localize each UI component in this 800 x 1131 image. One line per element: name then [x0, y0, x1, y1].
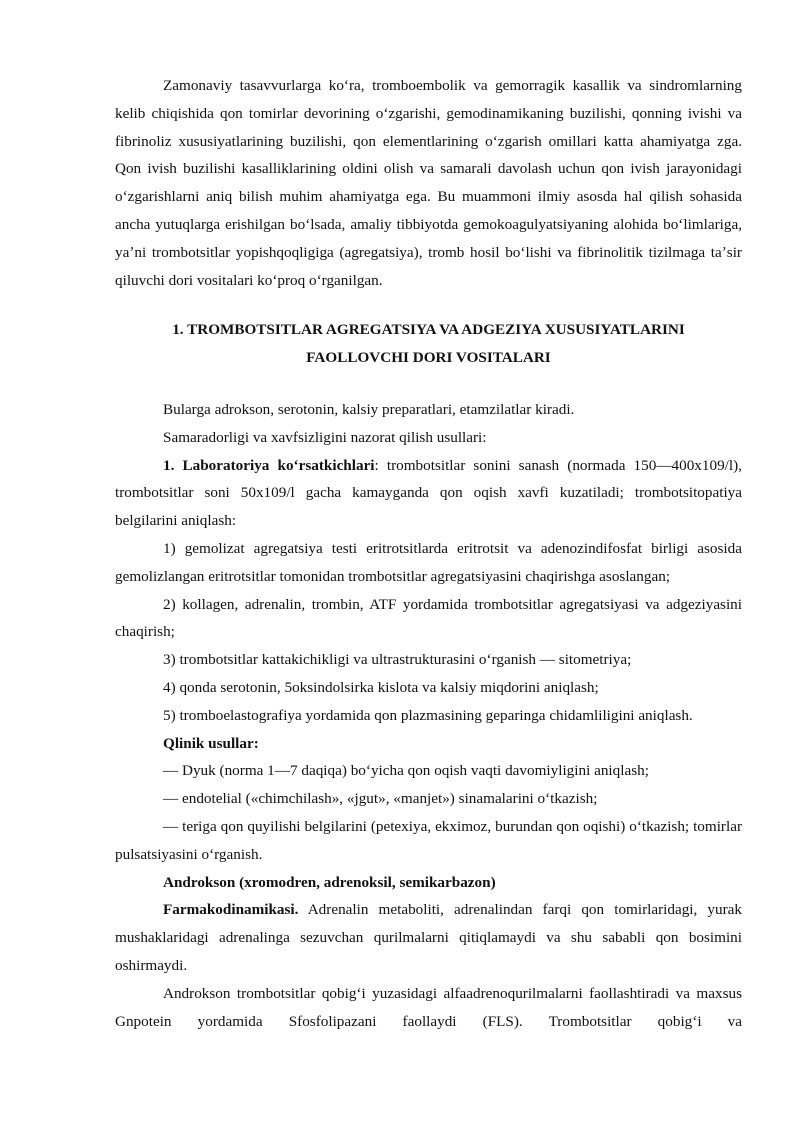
paragraph-drugs: Bularga adrokson, serotonin, kalsiy preparatlari, etamzilatlar kiradi. — [163, 400, 575, 418]
pharmacodynamics-label: Farmakodinamikasi. — [163, 901, 299, 919]
lab-item-5: 5) tromboelastografiya yordamida qon plazmasining geparinga chidamliligini aniqlash. — [163, 706, 693, 724]
pharmacodynamics-text: Adrenalin metaboliti, adrenalindan farqi qon tomirlaridagi, yurak mushaklaridagi adrenalinga sezuvchan qurilmalarni qitiqlamaydi va shu sababli qon bosimini oshirmaydi. — [115, 901, 742, 974]
androkson-paragraph: Androkson trombotsitlar qobigʻi yuzasidagi alfaadrenoqurilmalarni faollashtiradi va maxsus Gnpotein yordamida Sfosfolipazani faollaydi (FLS). Trombotsitlar qobigʻi va — [115, 984, 742, 1030]
lab-item-3: 3) trombotsitlar kattakichikligi va ultrastrukturasini oʻrganish — sitometriya; — [163, 651, 632, 669]
lab-label: 1. Laboratoriya koʻrsatkichlari — [163, 456, 375, 474]
clinical-item-2: — endotelial («chimchilash», «jgut», «manjet») sinamalarini oʻtkazish; — [163, 790, 598, 808]
lab-item-4: 4) qonda serotonin, 5oksindolsirka kislota va kalsiy miqdorini aniqlash; — [163, 678, 599, 696]
clinical-item-1: — Dyuk (norma 1—7 daqiqa) boʻyicha qon oqish vaqti davomiyligini aniqlash; — [163, 762, 649, 780]
intro-paragraph: Zamonaviy tasavvurlarga koʻra, tromboembolik va gemorragik kasallik va sindromlarning kelib chiqishida qon tomirlar devorining oʻzgarishi, gemodinamikaning buzilishi, qonning ivishi va fibrinoliz xususiyatlarining buzilishi, qon elementlarining oʻzgarish omillari katta ahamiyatga zga. Qon ivish buzilishi kasalliklarining oldini olish va samarali davolash uchun qon ivish jarayonidagi oʻzgarishlarni aniq bilish muhim ahamiyatga ega. Bu muammoni ilmiy asosda hal qilish sohasida ancha yutuqlarga erishilgan boʻlsada, amaliy tibbiyotda gemokoagulyatsiyaning alohida boʻlimlariga, yaʼni trombotsitlar yopishqoqligiga (agregatsiya), tromb hosil boʻlishi va fibrinolitik tizilmaga taʼsir qiluvchi dori vositalari koʻproq oʻrganilgan. — [115, 77, 742, 289]
lab-paragraph — [115, 452, 742, 535]
drug-title: Androkson (xromodren, adrenoksil, semikarbazon) — [163, 873, 496, 891]
paragraph-methods: Samaradorligi va xavfsizligini nazorat qilish usullari: — [163, 428, 487, 446]
section-heading-line1: 1. TROMBOTSITLAR AGREGATSIYA VA ADGEZIYA XUSUSIYATLARINI — [172, 321, 685, 339]
clinical-methods-label: Qlinik usullar: — [163, 734, 259, 752]
pharmacodynamics-paragraph — [115, 896, 742, 979]
section-heading-line2: FAOLLOVCHI DORI VOSITALARI — [306, 349, 551, 367]
section-heading — [115, 316, 742, 372]
lab-item-2: 2) kollagen, adrenalin, trombin, ATF yordamida trombotsitlar agregatsiyasi va adgeziyasini chaqirish; — [115, 595, 742, 641]
clinical-item-3: — teriga qon quyilishi belgilarini (petexiya, ekximoz, burundan qon oqishi) oʻtkazish; tomirlar pulsatsiyasini oʻrganish. — [115, 817, 742, 863]
lab-text: : trombotsitlar sonini sanash (normada 150—400x109/l), trombotsitlar soni 50x109/l gacha kamayganda qon oqish xavfi kuzatiladi; trombotsitopatiya belgilarini aniqlash: — [115, 456, 742, 530]
lab-item-1: 1) gemolizat agregatsiya testi eritrotsitlarda eritrotsit va adenozindifosfat birligi asosida gemolizlangan eritrotsitlar tomonidan trombotsitlar agregatsiyasini chaqirishga asoslangan; — [115, 539, 742, 585]
document-body — [115, 72, 742, 1035]
